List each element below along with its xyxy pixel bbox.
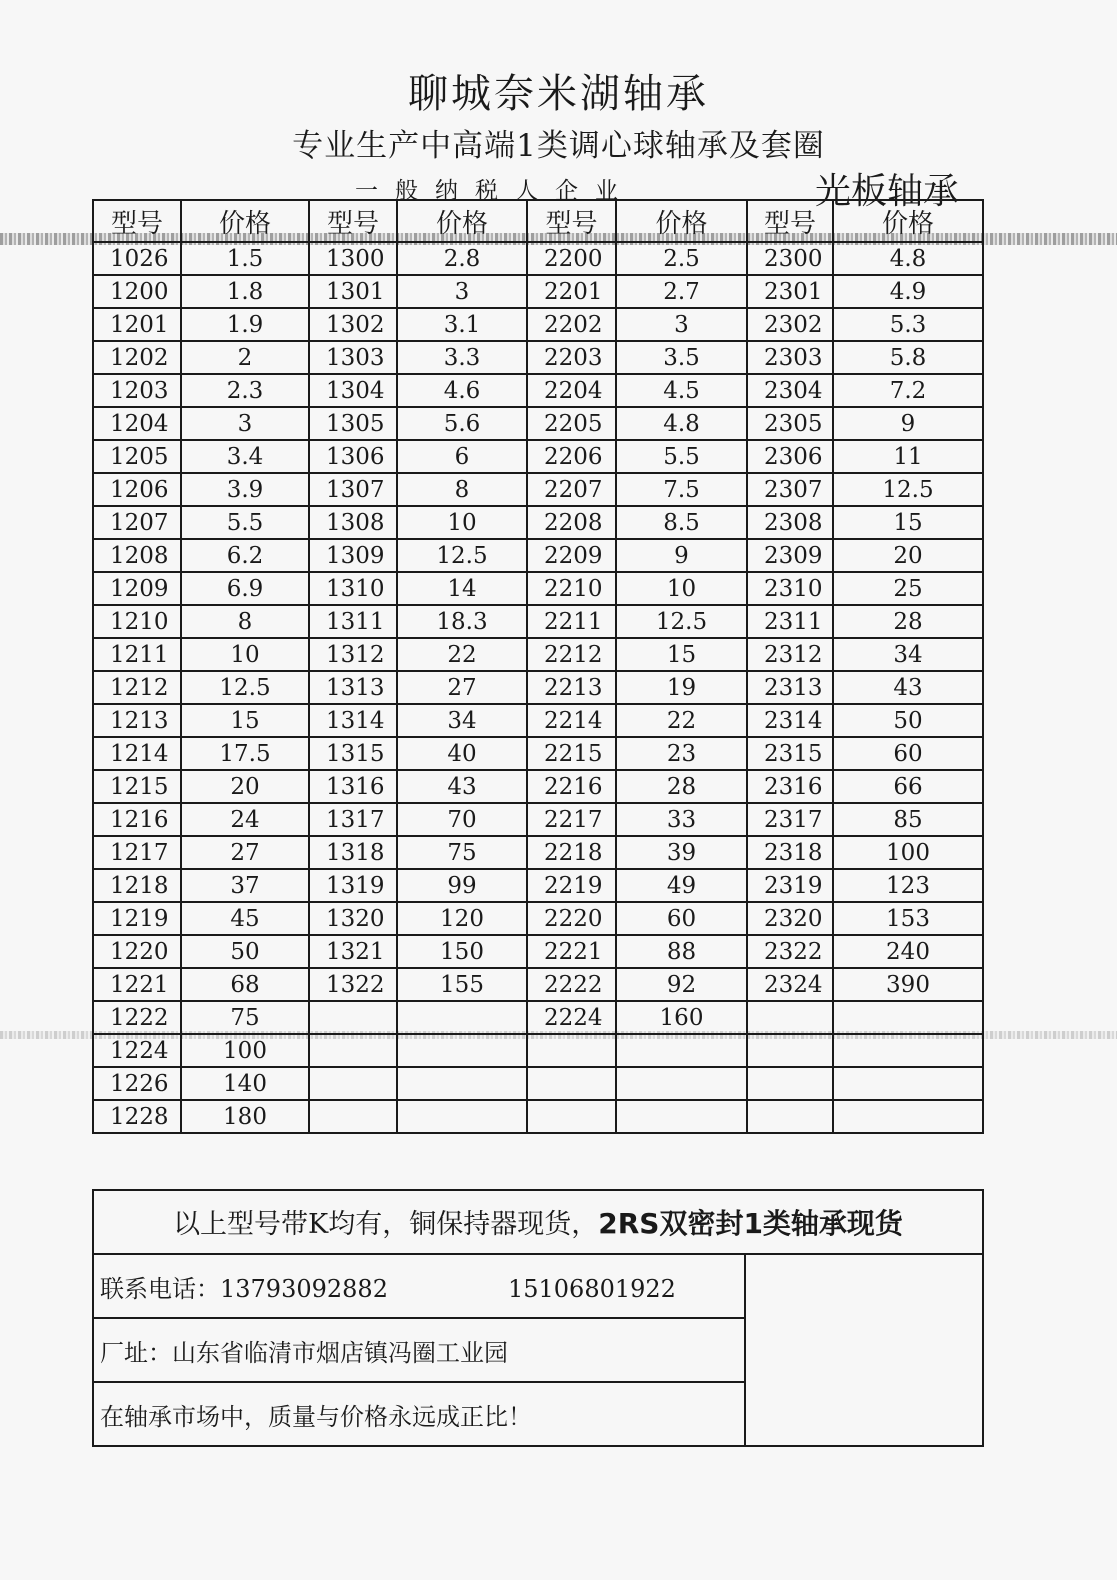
model-cell: 2301 <box>747 275 833 308</box>
price-cell: 7.2 <box>833 374 983 407</box>
price-cell: 2.7 <box>616 275 747 308</box>
contact-phones <box>93 1254 745 1318</box>
quality-slogan: 在轴承市场中，质量与价格永远成正比！ <box>93 1382 745 1446</box>
price-cell: 7.5 <box>616 473 747 506</box>
price-cell: 3 <box>616 308 747 341</box>
price-cell: 140 <box>181 1067 309 1100</box>
price-cell: 66 <box>833 770 983 803</box>
model-cell: 2315 <box>747 737 833 770</box>
model-cell: 2209 <box>527 539 616 572</box>
price-table-body <box>93 242 983 1133</box>
table-row <box>93 836 983 869</box>
model-cell <box>527 1067 616 1100</box>
table-row <box>93 539 983 572</box>
price-cell: 60 <box>616 902 747 935</box>
model-cell: 1310 <box>309 572 397 605</box>
price-cell <box>397 1034 527 1067</box>
model-cell: 1211 <box>93 638 181 671</box>
price-cell: 9 <box>833 407 983 440</box>
price-cell: 4.6 <box>397 374 527 407</box>
price-cell: 43 <box>833 671 983 704</box>
price-cell: 39 <box>616 836 747 869</box>
model-cell: 2202 <box>527 308 616 341</box>
price-cell: 390 <box>833 968 983 1001</box>
model-cell <box>309 1034 397 1067</box>
price-cell: 2.8 <box>397 242 527 275</box>
price-cell: 19 <box>616 671 747 704</box>
footer-table <box>92 1189 984 1447</box>
model-cell: 2320 <box>747 902 833 935</box>
model-cell: 2316 <box>747 770 833 803</box>
price-cell: 49 <box>616 869 747 902</box>
price-cell: 11 <box>833 440 983 473</box>
model-cell: 2210 <box>527 572 616 605</box>
price-cell: 2.5 <box>616 242 747 275</box>
price-cell: 10 <box>181 638 309 671</box>
stock-note <box>93 1190 983 1254</box>
model-cell: 2222 <box>527 968 616 1001</box>
model-cell: 2311 <box>747 605 833 638</box>
model-cell: 1217 <box>93 836 181 869</box>
model-cell: 1315 <box>309 737 397 770</box>
price-cell: 6 <box>397 440 527 473</box>
model-cell: 1224 <box>93 1034 181 1067</box>
model-cell: 1026 <box>93 242 181 275</box>
price-cell <box>833 1001 983 1034</box>
price-cell: 12.5 <box>616 605 747 638</box>
price-cell: 88 <box>616 935 747 968</box>
price-cell: 6.9 <box>181 572 309 605</box>
price-cell <box>833 1067 983 1100</box>
table-row <box>93 1067 983 1100</box>
model-cell: 2322 <box>747 935 833 968</box>
table-row <box>93 737 983 770</box>
price-cell: 50 <box>833 704 983 737</box>
model-cell: 1214 <box>93 737 181 770</box>
price-cell: 180 <box>181 1100 309 1133</box>
model-cell: 1200 <box>93 275 181 308</box>
model-cell: 1210 <box>93 605 181 638</box>
model-cell: 2204 <box>527 374 616 407</box>
price-cell: 22 <box>397 638 527 671</box>
model-cell: 1314 <box>309 704 397 737</box>
price-cell: 40 <box>397 737 527 770</box>
stock-note-highlight: 2RS双密封1类轴承现货 <box>598 1207 903 1240</box>
price-cell <box>397 1067 527 1100</box>
model-cell: 2212 <box>527 638 616 671</box>
model-cell <box>527 1034 616 1067</box>
table-row <box>93 1001 983 1034</box>
model-cell: 2201 <box>527 275 616 308</box>
table-row <box>93 440 983 473</box>
price-cell: 153 <box>833 902 983 935</box>
model-cell: 2217 <box>527 803 616 836</box>
model-cell: 2216 <box>527 770 616 803</box>
model-cell: 2318 <box>747 836 833 869</box>
model-cell: 1208 <box>93 539 181 572</box>
price-cell: 68 <box>181 968 309 1001</box>
price-cell: 120 <box>397 902 527 935</box>
model-cell: 1311 <box>309 605 397 638</box>
table-row <box>93 1034 983 1067</box>
price-cell: 15 <box>181 704 309 737</box>
table-row <box>93 704 983 737</box>
price-cell: 8 <box>397 473 527 506</box>
model-cell: 1215 <box>93 770 181 803</box>
price-cell: 34 <box>833 638 983 671</box>
price-cell: 85 <box>833 803 983 836</box>
price-cell: 27 <box>181 836 309 869</box>
price-cell: 15 <box>833 506 983 539</box>
price-cell: 5.5 <box>616 440 747 473</box>
price-cell: 4.8 <box>616 407 747 440</box>
price-cell: 5.3 <box>833 308 983 341</box>
model-cell: 2213 <box>527 671 616 704</box>
table-row <box>93 671 983 704</box>
product-category: 光板轴承 <box>815 171 960 212</box>
model-cell: 2312 <box>747 638 833 671</box>
model-cell: 1320 <box>309 902 397 935</box>
price-cell: 3.5 <box>616 341 747 374</box>
model-cell: 2302 <box>747 308 833 341</box>
price-table <box>92 199 984 1134</box>
price-cell: 43 <box>397 770 527 803</box>
table-row <box>93 407 983 440</box>
model-cell: 1318 <box>309 836 397 869</box>
price-cell <box>616 1067 747 1100</box>
model-cell: 1207 <box>93 506 181 539</box>
price-cell: 3 <box>181 407 309 440</box>
model-cell: 2319 <box>747 869 833 902</box>
price-cell: 60 <box>833 737 983 770</box>
model-cell: 2220 <box>527 902 616 935</box>
price-cell <box>397 1100 527 1133</box>
model-cell <box>309 1100 397 1133</box>
price-cell: 160 <box>616 1001 747 1034</box>
factory-address: 厂址：山东省临清市烟店镇冯圈工业园 <box>93 1318 745 1382</box>
price-cell: 12.5 <box>181 671 309 704</box>
model-cell: 2303 <box>747 341 833 374</box>
model-cell: 1228 <box>93 1100 181 1133</box>
price-cell: 4.5 <box>616 374 747 407</box>
model-cell: 2224 <box>527 1001 616 1034</box>
price-cell: 70 <box>397 803 527 836</box>
model-cell: 1206 <box>93 473 181 506</box>
model-cell: 1201 <box>93 308 181 341</box>
model-cell: 2313 <box>747 671 833 704</box>
price-cell: 50 <box>181 935 309 968</box>
table-row <box>93 968 983 1001</box>
model-cell: 1302 <box>309 308 397 341</box>
price-cell: 14 <box>397 572 527 605</box>
model-cell: 1317 <box>309 803 397 836</box>
price-cell: 2 <box>181 341 309 374</box>
contact-row <box>93 1254 983 1318</box>
price-cell: 1.5 <box>181 242 309 275</box>
model-cell: 1319 <box>309 869 397 902</box>
model-cell: 2309 <box>747 539 833 572</box>
model-cell: 1218 <box>93 869 181 902</box>
price-cell: 8.5 <box>616 506 747 539</box>
price-cell: 100 <box>833 836 983 869</box>
price-cell: 1.9 <box>181 308 309 341</box>
model-cell: 1222 <box>93 1001 181 1034</box>
model-cell: 1309 <box>309 539 397 572</box>
model-cell: 1300 <box>309 242 397 275</box>
model-cell: 1305 <box>309 407 397 440</box>
model-cell: 1220 <box>93 935 181 968</box>
table-row <box>93 605 983 638</box>
table-row <box>93 869 983 902</box>
price-cell: 27 <box>397 671 527 704</box>
model-cell: 1202 <box>93 341 181 374</box>
price-cell <box>616 1100 747 1133</box>
model-cell: 1204 <box>93 407 181 440</box>
price-cell: 23 <box>616 737 747 770</box>
model-cell <box>309 1001 397 1034</box>
table-row <box>93 803 983 836</box>
model-cell: 1308 <box>309 506 397 539</box>
blank-box <box>745 1254 983 1446</box>
price-cell: 28 <box>616 770 747 803</box>
model-cell: 2211 <box>527 605 616 638</box>
model-cell: 1307 <box>309 473 397 506</box>
model-cell: 1312 <box>309 638 397 671</box>
stock-note-row <box>93 1190 983 1254</box>
model-cell: 1303 <box>309 341 397 374</box>
model-cell: 2214 <box>527 704 616 737</box>
model-cell: 1226 <box>93 1067 181 1100</box>
price-cell: 20 <box>181 770 309 803</box>
table-row <box>93 506 983 539</box>
company-subtitle: 专业生产中高端1类调心球轴承及套圈 <box>292 128 825 164</box>
model-cell: 1209 <box>93 572 181 605</box>
table-row <box>93 638 983 671</box>
price-cell: 99 <box>397 869 527 902</box>
model-cell: 2300 <box>747 242 833 275</box>
model-cell: 1301 <box>309 275 397 308</box>
model-cell: 2314 <box>747 704 833 737</box>
model-cell: 2324 <box>747 968 833 1001</box>
model-cell: 1213 <box>93 704 181 737</box>
price-cell: 25 <box>833 572 983 605</box>
table-row <box>93 902 983 935</box>
price-cell: 9 <box>616 539 747 572</box>
price-cell: 12.5 <box>833 473 983 506</box>
model-cell <box>747 1001 833 1034</box>
price-cell: 5.5 <box>181 506 309 539</box>
model-cell: 2304 <box>747 374 833 407</box>
price-cell: 10 <box>397 506 527 539</box>
table-row <box>93 572 983 605</box>
model-cell <box>747 1034 833 1067</box>
model-cell: 2219 <box>527 869 616 902</box>
model-cell <box>309 1067 397 1100</box>
price-cell: 37 <box>181 869 309 902</box>
model-cell: 2207 <box>527 473 616 506</box>
price-cell <box>833 1034 983 1067</box>
model-cell: 2307 <box>747 473 833 506</box>
price-cell: 75 <box>181 1001 309 1034</box>
table-row <box>93 770 983 803</box>
price-cell: 150 <box>397 935 527 968</box>
model-cell: 2215 <box>527 737 616 770</box>
model-cell <box>527 1100 616 1133</box>
price-cell: 2.3 <box>181 374 309 407</box>
stock-note-text: 以上型号带K均有，铜保持器现货， <box>173 1209 599 1240</box>
price-cell: 5.6 <box>397 407 527 440</box>
price-cell: 155 <box>397 968 527 1001</box>
company-title: 聊城奈米湖轴承 <box>408 71 709 117</box>
model-cell: 2218 <box>527 836 616 869</box>
price-cell <box>397 1001 527 1034</box>
price-cell: 24 <box>181 803 309 836</box>
price-cell: 15 <box>616 638 747 671</box>
model-cell: 2208 <box>527 506 616 539</box>
phone-label: 联系电话： <box>100 1274 220 1303</box>
price-cell: 6.2 <box>181 539 309 572</box>
price-cell: 22 <box>616 704 747 737</box>
price-cell: 123 <box>833 869 983 902</box>
column-header-price: 价格 <box>616 200 747 242</box>
phone-number-2: 15106801922 <box>507 1274 676 1303</box>
model-cell: 1212 <box>93 671 181 704</box>
table-row <box>93 935 983 968</box>
price-cell: 28 <box>833 605 983 638</box>
price-cell: 3.4 <box>181 440 309 473</box>
price-cell <box>833 1100 983 1133</box>
table-row <box>93 308 983 341</box>
column-header-price: 价格 <box>397 200 527 242</box>
price-cell: 18.3 <box>397 605 527 638</box>
price-cell: 92 <box>616 968 747 1001</box>
price-cell: 3.9 <box>181 473 309 506</box>
table-row <box>93 473 983 506</box>
model-cell: 1221 <box>93 968 181 1001</box>
table-row <box>93 341 983 374</box>
price-cell: 12.5 <box>397 539 527 572</box>
taxpayer-label: 一般纳税人企业 <box>355 178 635 204</box>
column-header-model: 型号 <box>527 200 616 242</box>
table-row <box>93 374 983 407</box>
price-cell: 45 <box>181 902 309 935</box>
model-cell <box>747 1067 833 1100</box>
price-cell: 34 <box>397 704 527 737</box>
table-row <box>93 1100 983 1133</box>
table-row <box>93 242 983 275</box>
model-cell: 1205 <box>93 440 181 473</box>
price-cell: 3.3 <box>397 341 527 374</box>
price-cell: 4.8 <box>833 242 983 275</box>
model-cell: 2203 <box>527 341 616 374</box>
price-cell <box>616 1034 747 1067</box>
price-cell: 17.5 <box>181 737 309 770</box>
model-cell: 1322 <box>309 968 397 1001</box>
model-cell: 1313 <box>309 671 397 704</box>
model-cell: 1306 <box>309 440 397 473</box>
column-header-price: 价格 <box>181 200 309 242</box>
model-cell: 1304 <box>309 374 397 407</box>
column-header-model: 型号 <box>93 200 181 242</box>
model-cell: 2317 <box>747 803 833 836</box>
model-cell: 2200 <box>527 242 616 275</box>
column-header-model: 型号 <box>747 200 833 242</box>
column-header-price: 价格 <box>833 200 983 242</box>
price-cell: 100 <box>181 1034 309 1067</box>
model-cell: 2305 <box>747 407 833 440</box>
model-cell: 1316 <box>309 770 397 803</box>
price-cell: 33 <box>616 803 747 836</box>
model-cell: 2205 <box>527 407 616 440</box>
price-cell: 3.1 <box>397 308 527 341</box>
price-cell: 240 <box>833 935 983 968</box>
price-cell: 20 <box>833 539 983 572</box>
price-cell: 8 <box>181 605 309 638</box>
table-row <box>93 275 983 308</box>
model-cell: 2310 <box>747 572 833 605</box>
price-cell: 10 <box>616 572 747 605</box>
price-cell: 75 <box>397 836 527 869</box>
price-cell: 5.8 <box>833 341 983 374</box>
column-header-model: 型号 <box>309 200 397 242</box>
model-cell: 1321 <box>309 935 397 968</box>
price-cell: 3 <box>397 275 527 308</box>
model-cell: 1203 <box>93 374 181 407</box>
model-cell: 2308 <box>747 506 833 539</box>
model-cell: 2221 <box>527 935 616 968</box>
model-cell: 1219 <box>93 902 181 935</box>
model-cell: 1216 <box>93 803 181 836</box>
model-cell: 2306 <box>747 440 833 473</box>
phone-number-1: 13793092882 <box>220 1274 388 1303</box>
price-cell: 1.8 <box>181 275 309 308</box>
table-header-row <box>93 200 983 242</box>
model-cell: 2206 <box>527 440 616 473</box>
price-cell: 4.9 <box>833 275 983 308</box>
model-cell <box>747 1100 833 1133</box>
